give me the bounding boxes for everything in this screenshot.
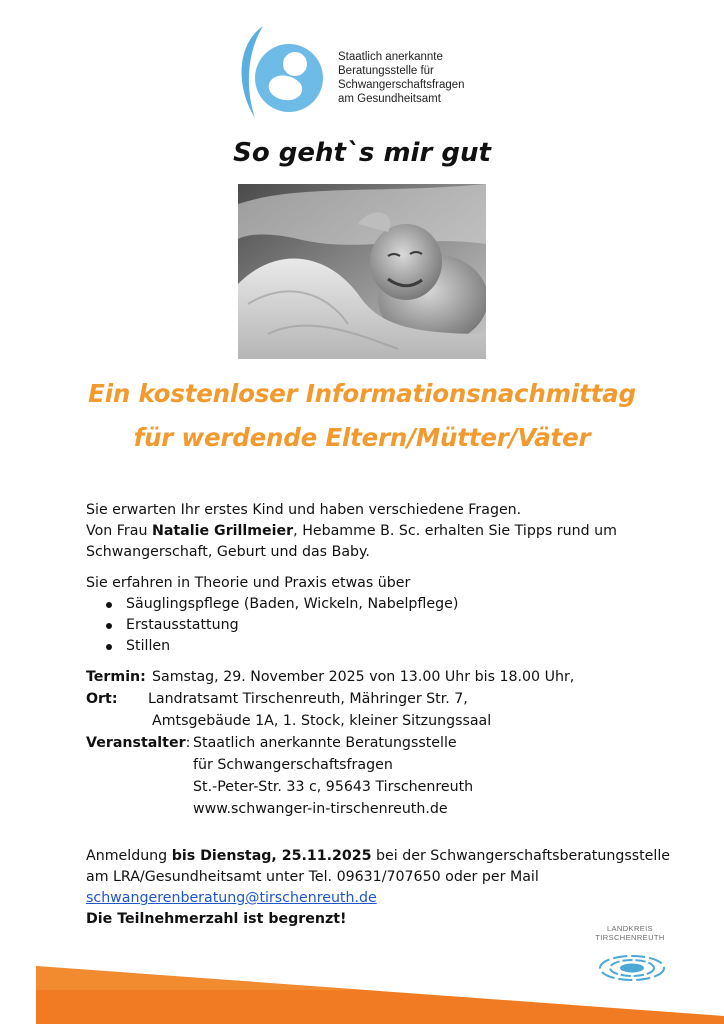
registration-deadline: bis Dienstag, 25.11.2025 [171, 848, 372, 864]
org-line: Beratungsstelle für [338, 65, 434, 77]
page-title: So geht`s mir gut [233, 138, 491, 168]
intro-paragraph [86, 500, 617, 563]
district-name [590, 924, 670, 942]
headline-line-1: Ein kostenloser Informationsnachmittag [88, 379, 636, 408]
baby-photo [238, 184, 486, 359]
logo-baby-head [283, 52, 307, 76]
termin-label: Termin: [86, 669, 146, 685]
ort-label: Ort: [86, 691, 118, 707]
registration-text: Anmeldung [86, 848, 172, 864]
footer-band [0, 960, 724, 1024]
topics-list [86, 594, 458, 657]
registration-text: bei der Schwangerschaftsberatungsstelle [371, 848, 671, 864]
registration-line: am LRA/Gesundheitsamt unter Tel. 09631/707650 oder per Mail [86, 869, 539, 885]
veranstalter-colon: : [185, 735, 191, 751]
email-line [86, 888, 670, 909]
veranstalter-line: St.-Peter-Str. 33 c, 95643 Tirschenreuth [193, 779, 474, 795]
topics-section [86, 573, 458, 657]
ort-line-1: Landratsamt Tirschenreuth, Mähringer Str. 7, [148, 691, 468, 707]
veranstalter-label-text: Veranstalter [86, 735, 186, 751]
email-link[interactable]: schwangerenberatung@tirschenreuth.de [86, 890, 377, 906]
counseling-center-logo [233, 22, 333, 122]
website-text: www.schwanger-in-tirschenreuth.de [193, 801, 448, 817]
district-line: LANDKREIS [606, 924, 654, 933]
intro-text: , Hebamme B. Sc. erhalten Sie Tipps rund um [293, 523, 617, 539]
org-line: Schwangerschaftsfragen [338, 79, 465, 91]
org-line: Staatlich anerkannte [338, 51, 443, 63]
intro-line [86, 521, 617, 542]
registration-line [86, 846, 670, 867]
termin-value: Samstag, 29. November 2025 von 13.00 Uhr bis 18.00 Uhr, [152, 669, 575, 685]
intro-text: Von Frau [86, 523, 152, 539]
list-item: Säuglingspflege (Baden, Wickeln, Nabelpflege) [86, 594, 458, 615]
registration-section [86, 846, 670, 930]
ort-line-2: Amtsgebäude 1A, 1. Stock, kleiner Sitzungssaal [152, 713, 492, 729]
organization-name [338, 50, 465, 106]
speaker-name: Natalie Grillmeier [151, 523, 294, 539]
veranstalter-line: für Schwangerschaftsfragen [193, 757, 393, 773]
list-item: Erstausstattung [86, 615, 458, 636]
participant-limit-note: Die Teilnehmerzahl ist begrenzt! [86, 911, 347, 927]
veranstalter-line: Staatlich anerkannte Beratungsstelle [193, 735, 457, 751]
intro-line: Schwangerschaft, Geburt und das Baby. [86, 544, 370, 560]
headline-line-2: für werdende Eltern/Mütter/Väter [133, 423, 591, 452]
list-item: Stillen [86, 636, 458, 657]
topics-lead: Sie erfahren in Theorie und Praxis etwas über [86, 575, 411, 591]
intro-line: Sie erwarten Ihr erstes Kind und haben verschiedene Fragen. [86, 502, 522, 518]
veranstalter-label [86, 733, 190, 754]
district-line: TIRSCHENREUTH [595, 933, 665, 942]
org-line: am Gesundheitsamt [338, 93, 441, 105]
